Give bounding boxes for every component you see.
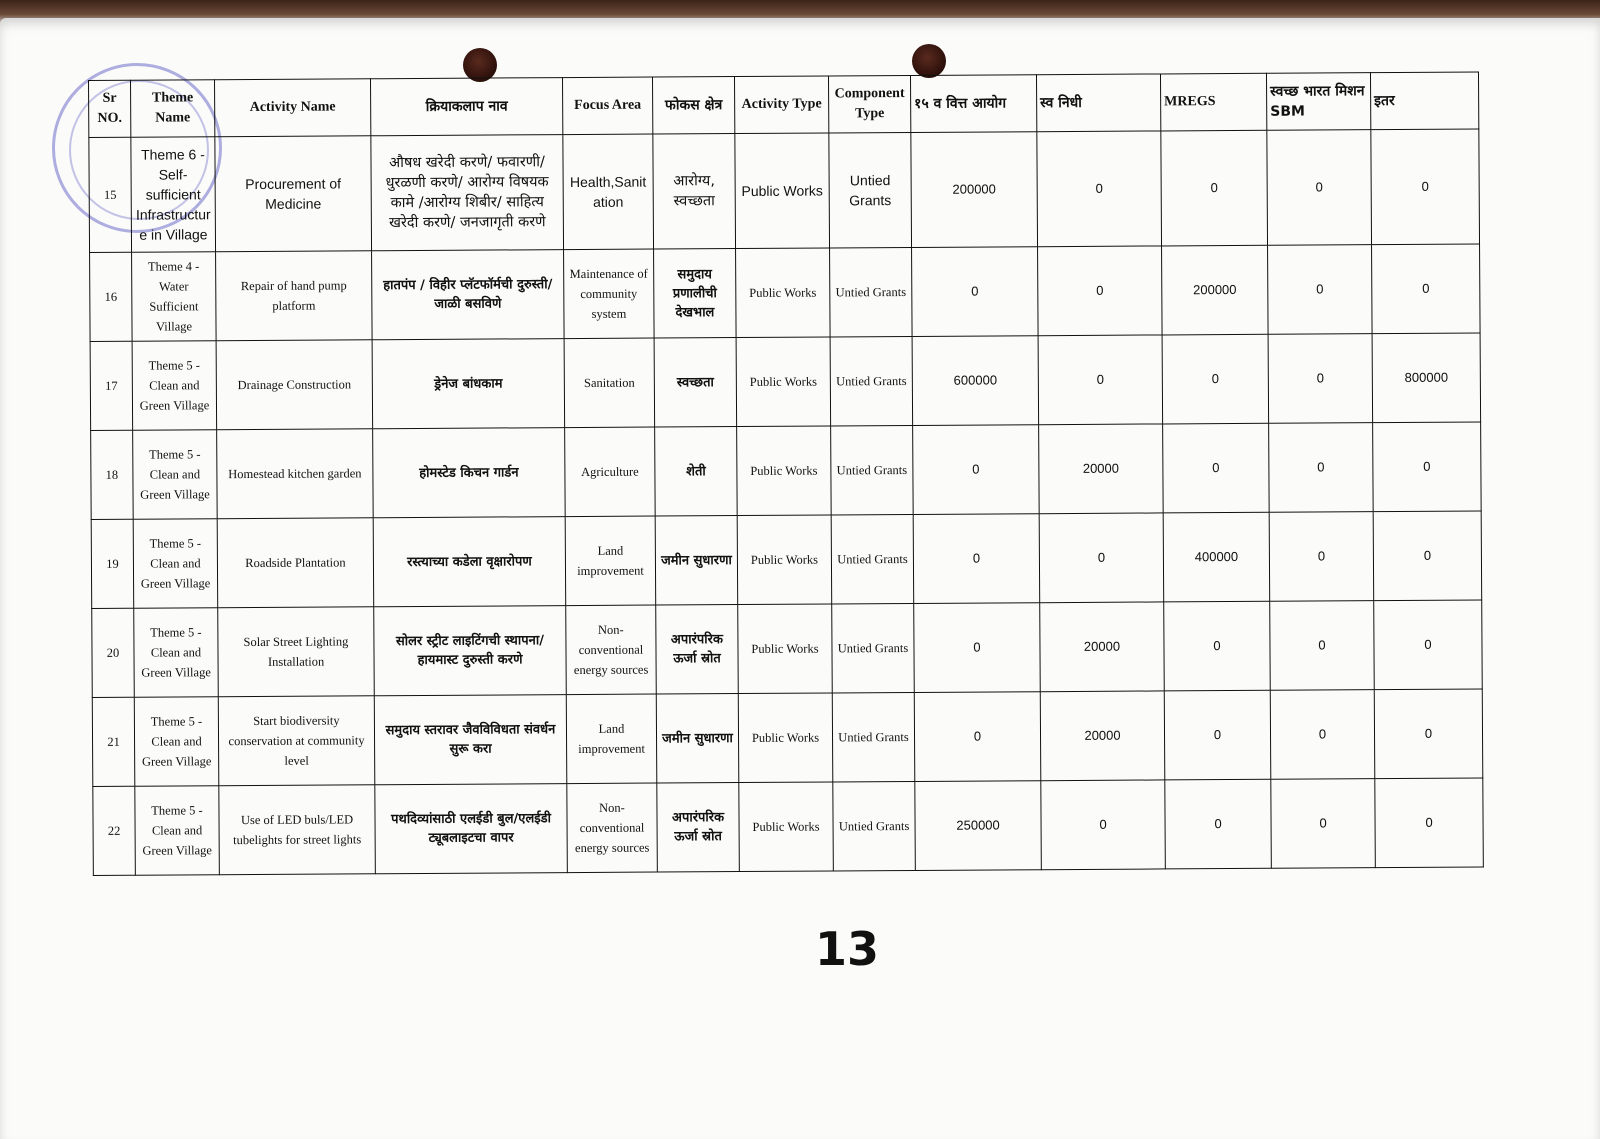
cell-focus: Health,Sanitation [563,134,654,250]
cell-activity: Repair of hand pump platform [216,251,373,341]
cell-component: Untied Grants [831,514,914,603]
cell-sr: 18 [91,430,134,519]
cell-sr: 17 [90,341,133,430]
cell-own-fund: 0 [1039,513,1164,603]
cell-theme: Theme 5 - Clean and Green Village [135,786,220,876]
cell-other: 0 [1373,422,1482,512]
cell-component: Untied Grants [831,425,914,514]
cell-focus: Land improvement [566,694,657,784]
cell-mregs: 200000 [1162,245,1269,335]
cell-focus-marathi: जमीन सुधारणा [655,516,738,605]
table-row [91,511,1482,608]
cell-sbm: 0 [1268,245,1373,335]
table-row [92,600,1483,697]
punch-hole-right [912,44,946,78]
cell-focus-marathi: समुदाय प्रणालीची देखभाल [654,249,737,338]
cell-mregs: 0 [1162,334,1269,424]
cell-activity-type: Public Works [738,693,833,783]
cell-activity: Homestead kitchen garden [217,429,374,519]
cell-component: Untied Grants [832,692,915,781]
header-own-fund: स्व निधी [1036,74,1160,132]
cell-focus: Non-conventional energy sources [566,605,657,695]
header-row [89,72,1479,137]
cell-fc15: 0 [914,603,1041,693]
cell-theme: Theme 5 - Clean and Green Village [133,519,218,609]
cell-other: 0 [1371,129,1480,245]
cell-component: Untied Grants [829,132,912,247]
cell-theme: Theme 5 - Clean and Green Village [134,608,219,698]
cell-theme: Theme 5 - Clean and Green Village [132,341,217,431]
cell-component: Untied Grants [830,247,913,336]
header-theme-name: Theme Name [131,80,215,138]
cell-sr: 19 [91,519,134,608]
cell-mregs: 0 [1165,779,1272,869]
cell-sbm: 0 [1270,690,1375,780]
cell-mregs: 400000 [1163,512,1270,602]
cell-sbm: 0 [1268,334,1373,424]
activity-plan-table [88,72,1484,876]
cell-activity-type: Public Works [739,782,834,872]
cell-mregs: 0 [1163,423,1270,513]
cell-focus-marathi: अपारंपरिक ऊर्जा स्रोत [657,783,740,872]
cell-sr: 20 [92,608,135,697]
cell-fc15: 600000 [912,336,1039,426]
cell-activity: Drainage Construction [216,340,373,430]
header-mregs: MREGS [1160,73,1266,131]
cell-own-fund: 20000 [1039,424,1164,514]
cell-mregs: 0 [1161,130,1268,246]
table-row [93,778,1484,875]
cell-fc15: 250000 [915,781,1042,871]
cell-component: Untied Grants [833,781,916,870]
cell-activity-type: Public Works [736,248,831,338]
cell-sbm: 0 [1271,779,1376,869]
cell-focus: Maintenance of community system [564,249,655,339]
header-focus-area: Focus Area [562,77,652,135]
cell-activity-type: Public Works [735,133,830,249]
cell-focus: Non-conventional energy sources [567,783,658,873]
cell-activity-type: Public Works [737,515,832,605]
cell-activity-marathi: समुदाय स्तरावर जैवविविधता संवर्धन सुरू करा [374,695,567,785]
cell-sbm: 0 [1269,423,1374,513]
cell-activity-marathi: औषध खरेदी करणे/ फवारणी/ धुरळणी करणे/ आरोग्य विषयक कामे /आरोग्य शिबीर/ साहित्य खरेदी करणे/ जनजागृती करणे [371,135,564,251]
cell-activity-marathi: पथदिव्यांसाठी एलईडी बुल/एलईडी ट्यूबलाइटचा वापर [375,784,568,874]
cell-fc15: 200000 [911,132,1038,248]
cell-other: 0 [1373,511,1482,601]
cell-fc15: 0 [913,425,1040,515]
cell-fc15: 0 [912,247,1039,337]
cell-theme: Theme 4 - Water Sufficient Village [132,252,217,342]
cell-sbm: 0 [1269,512,1374,602]
cell-activity-type: Public Works [736,337,831,427]
page-number: 13 [815,922,880,976]
cell-focus: Land improvement [565,516,656,606]
cell-activity-marathi: ड्रेनेज बांधकाम [372,339,565,429]
cell-activity: Solar Street Lighting Installation [218,607,375,697]
cell-theme: Theme 5 - Clean and Green Village [134,697,219,787]
table-row [90,244,1481,341]
cell-activity-marathi: सोलर स्ट्रीट लाइटिंगची स्थापना/ हायमास्ट दुरुस्ती करणे [374,606,567,696]
cell-activity: Start biodiversity conservation at community level [218,696,375,786]
cell-own-fund: 0 [1041,780,1166,870]
cell-mregs: 0 [1164,690,1271,780]
table-row [90,333,1481,430]
cell-activity-type: Public Works [737,426,832,516]
cell-focus-marathi: आरोग्य, स्वच्छता [653,134,736,249]
cell-own-fund: 20000 [1040,691,1165,781]
cell-activity-marathi: होमस्टेड किचन गार्डन [373,428,566,518]
table-row [92,689,1483,786]
cell-other: 0 [1374,689,1483,779]
cell-activity: Procurement of Medicine [215,136,372,252]
cell-fc15: 0 [914,692,1041,782]
cell-own-fund: 0 [1038,246,1163,336]
cell-focus: Sanitation [564,338,655,428]
cell-own-fund: 0 [1037,131,1162,247]
cell-own-fund: 0 [1038,335,1163,425]
cell-activity: Use of LED buls/LED tubelights for street lights [219,785,376,875]
header-component-type: Component Type [828,75,910,132]
cell-focus-marathi: अपारंपरिक ऊर्जा स्रोत [656,605,739,694]
header-activity-name: Activity Name [215,79,371,137]
header-swachh-bharat-sbm: स्वच्छ भारत मिशन SBM [1266,73,1370,131]
header-activity-name-marathi: क्रियाकलाप नाव [370,78,562,136]
cell-sr: 15 [89,137,132,252]
cell-other: 0 [1372,244,1481,334]
cell-own-fund: 20000 [1040,602,1165,692]
cell-component: Untied Grants [830,336,913,425]
header-other: इतर [1370,72,1478,130]
cell-mregs: 0 [1164,601,1271,691]
cell-sbm: 0 [1267,130,1372,246]
cell-other: 0 [1375,778,1484,868]
cell-sr: 16 [90,252,133,341]
header-activity-type: Activity Type [734,76,828,134]
cell-other: 0 [1374,600,1483,690]
cell-other: 800000 [1372,333,1481,423]
cell-theme: Theme 6 - Self-sufficient Infrastructure in Village [131,137,216,253]
cell-sbm: 0 [1270,601,1375,691]
cell-focus-marathi: जमीन सुधारणा [656,694,739,783]
cell-activity-type: Public Works [738,604,833,694]
header-sr-no: Sr NO. [89,80,131,137]
cell-activity: Roadside Plantation [217,518,374,608]
cell-theme: Theme 5 - Clean and Green Village [133,430,218,520]
header-15th-finance-commission: १५ व वित्त आयोग [910,75,1036,133]
cell-focus-marathi: स्वच्छता [654,338,737,427]
cell-sr: 22 [93,786,136,875]
cell-activity-marathi: रस्त्याच्या कडेला वृक्षारोपण [373,517,566,607]
table-row [91,422,1482,519]
table-row [89,129,1480,252]
header-focus-area-marathi: फोकस क्षेत्र [652,77,734,134]
cell-focus: Agriculture [565,427,656,517]
cell-focus-marathi: शेती [655,427,738,516]
cell-fc15: 0 [913,514,1040,604]
cell-sr: 21 [92,697,135,786]
cell-activity-marathi: हातपंप / विहीर प्लॅटफॉर्मची दुरुस्ती/ जाळी बसविणे [372,250,565,340]
cell-component: Untied Grants [832,603,915,692]
